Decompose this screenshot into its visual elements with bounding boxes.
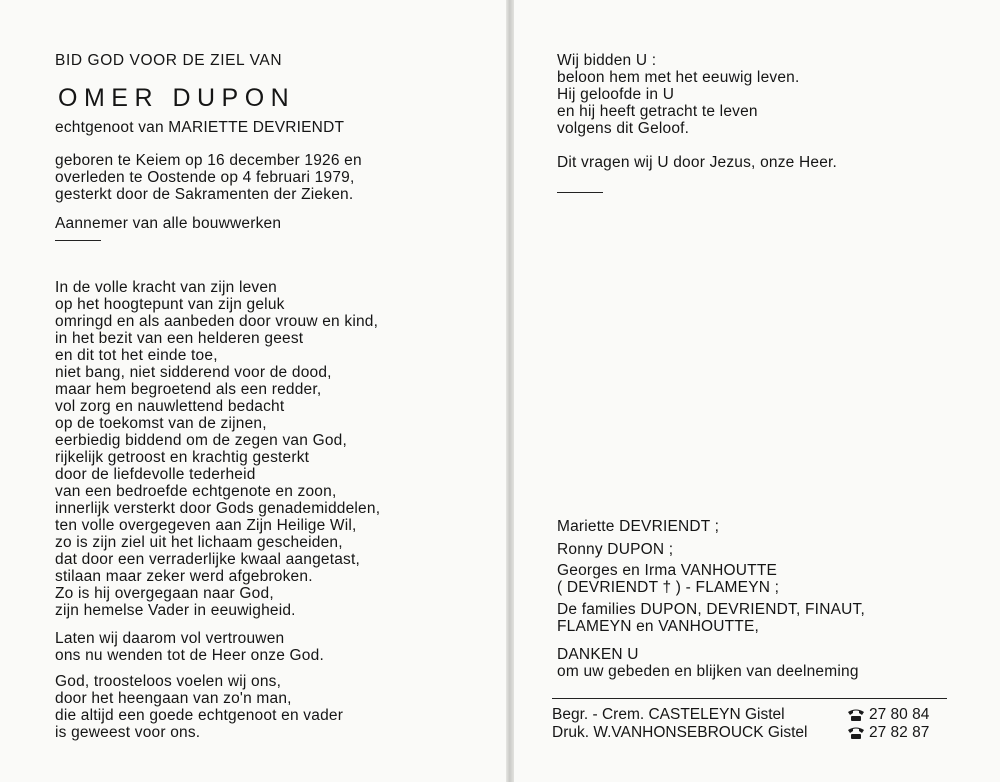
family-line: Georges en Irma VANHOUTTE — [557, 562, 778, 579]
poem-line: ten volle overgegeven aan Zijn Heilige Wil, — [55, 517, 357, 534]
poem-line: eerbiedig biddend om de zegen van God, — [55, 432, 347, 449]
poem-line: van een bedroefde echtgenote en zoon, — [55, 483, 337, 500]
prayer-line: beloon hem met het eeuwig leven. — [557, 69, 800, 86]
poem-line: innerlijk versterkt door Gods genademiddelen, — [55, 500, 381, 517]
family-line: FLAMEYN en VANHOUTTE, — [557, 618, 760, 635]
poem-line: zo is zijn ziel uit het lichaam gescheiden, — [55, 534, 343, 551]
poem-line: zijn hemelse Vader in eeuwigheid. — [55, 602, 296, 619]
credit-phone — [846, 724, 929, 741]
trust-line: Laten wij daarom vol vertrouwen — [55, 630, 285, 647]
profession-text: Aannemer van alle bouwwerken — [55, 215, 282, 232]
life-line-3: gesterkt door de Sakramenten der Zieken. — [55, 186, 354, 203]
deceased-name: OMER DUPON — [58, 84, 296, 112]
family-line: Mariette DEVRIENDT ; — [557, 518, 720, 535]
telephone-icon — [846, 708, 866, 722]
poem-line: Zo is hij overgegaan naar God, — [55, 585, 274, 602]
poem-line: in het bezit van een helderen geest — [55, 330, 304, 347]
telephone-icon — [846, 726, 866, 740]
prayer-line: en hij heeft getracht te leven — [557, 103, 758, 120]
poem-line: en dit tot het einde toe, — [55, 347, 218, 364]
closing-line: door het heengaan van zo'n man, — [55, 690, 292, 707]
divider-right — [557, 192, 603, 193]
credits-divider — [552, 698, 947, 699]
credit-phone-number: 27 80 84 — [869, 706, 930, 723]
prayer-line: volgens dit Geloof. — [557, 120, 690, 137]
page-fold — [506, 0, 514, 782]
family-line: Ronny DUPON ; — [557, 541, 674, 558]
credit-label: Begr. - Crem. CASTELEYN Gistel — [552, 706, 785, 723]
poem-line: omringd en als aanbeden door vrouw en kind, — [55, 313, 379, 330]
thanks-title: DANKEN U — [557, 646, 639, 663]
poem-line: op het hoogtepunt van zijn geluk — [55, 296, 285, 313]
credit-row-printer — [552, 724, 929, 741]
credit-phone-number: 27 82 87 — [869, 724, 930, 741]
poem-line: vol zorg en nauwlettend bedacht — [55, 398, 285, 415]
poem-line: maar hem begroetend als een redder, — [55, 381, 322, 398]
family-line: ( DEVRIENDT † ) - FLAMEYN ; — [557, 579, 780, 596]
thanks-text: om uw gebeden en blijken van deelneming — [557, 663, 859, 680]
poem-line: door de liefdevolle tederheid — [55, 466, 256, 483]
poem-line: In de volle kracht van zijn leven — [55, 279, 277, 296]
header-text: BID GOD VOOR DE ZIEL VAN — [55, 52, 283, 69]
poem-line: dat door een verraderlijke kwaal aangetast, — [55, 551, 360, 568]
life-line-2: overleden te Oostende op 4 februari 1979, — [55, 169, 355, 186]
closing-line: die altijd een goede echtgenoot en vader — [55, 707, 344, 724]
prayer-line: Wij bidden U : — [557, 52, 657, 69]
closing-line: is geweest voor ons. — [55, 724, 201, 741]
credit-label: Druk. W.VANHONSEBROUCK Gistel — [552, 724, 808, 741]
life-line-1: geboren te Keiem op 16 december 1926 en — [55, 152, 362, 169]
poem-line: rijkelijk getroost en krachtig gesterkt — [55, 449, 310, 466]
credit-row-funeral — [552, 706, 929, 723]
closing-line: God, troosteloos voelen wij ons, — [55, 673, 282, 690]
poem-line: op de toekomst van de zijnen, — [55, 415, 267, 432]
poem-line: niet bang, niet sidderend voor de dood, — [55, 364, 332, 381]
prayer-line: Hij geloofde in U — [557, 86, 675, 103]
spouse-text: echtgenoot van MARIETTE DEVRIENDT — [55, 119, 345, 136]
family-line: De families DUPON, DEVRIENDT, FINAUT, — [557, 601, 865, 618]
poem-line: stilaan maar zeker werd afgebroken. — [55, 568, 313, 585]
amen-text: Dit vragen wij U door Jezus, onze Heer. — [557, 154, 838, 171]
divider-left — [55, 240, 101, 241]
credit-phone — [846, 706, 929, 723]
trust-line: ons nu wenden tot de Heer onze God. — [55, 647, 324, 664]
